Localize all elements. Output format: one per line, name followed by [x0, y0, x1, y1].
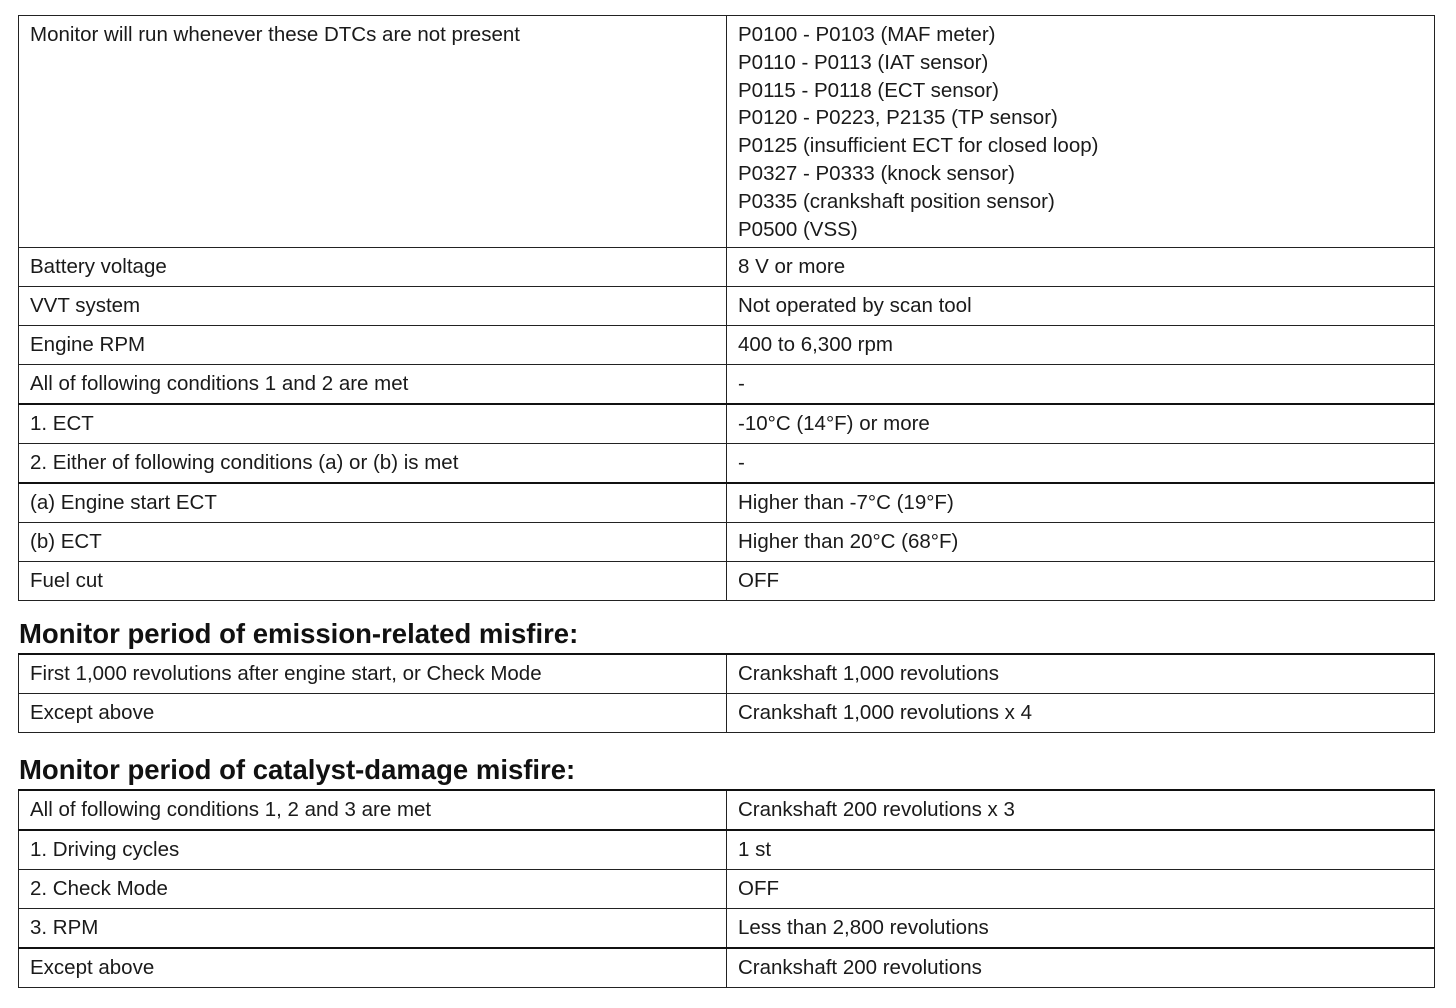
dtc-list-item: P0335 (crankshaft position sensor) — [738, 189, 1055, 213]
catalyst-block — [18, 789, 1435, 988]
condition-value: Higher than 20°C (68°F) — [727, 523, 1435, 562]
dtc-list-cell — [727, 16, 1435, 248]
emission-block — [18, 653, 1435, 733]
condition-label: (a) Engine start ECT — [19, 483, 727, 523]
table-row — [19, 790, 1435, 830]
dtc-list-item: P0500 (VSS) — [738, 217, 858, 241]
condition-label: Battery voltage — [19, 248, 727, 287]
dtc-list-item: P0115 - P0118 (ECT sensor) — [738, 78, 999, 102]
table-row — [19, 444, 1435, 484]
table-row — [19, 483, 1435, 523]
conditions-block — [18, 15, 1435, 601]
condition-label: 3. RPM — [19, 909, 727, 949]
condition-label: VVT system — [19, 287, 727, 326]
condition-value: - — [727, 444, 1435, 484]
table-row — [19, 694, 1435, 733]
dtc-list-item: P0120 - P0223, P2135 (TP sensor) — [738, 106, 1058, 130]
condition-label: 2. Check Mode — [19, 870, 727, 909]
condition-value: - — [727, 365, 1435, 405]
condition-value: -10°C (14°F) or more — [727, 404, 1435, 444]
table-row — [19, 909, 1435, 949]
catalyst-table — [18, 789, 1435, 988]
condition-label: Monitor will run whenever these DTCs are not present — [19, 16, 727, 248]
table-row — [19, 948, 1435, 988]
table-row — [19, 654, 1435, 694]
table-row — [19, 870, 1435, 909]
condition-value: Less than 2,800 revolutions — [727, 909, 1435, 949]
table-row — [19, 365, 1435, 405]
table-row — [19, 326, 1435, 365]
condition-value: OFF — [727, 870, 1435, 909]
table-row — [19, 248, 1435, 287]
dtc-list-item: P0125 (insufficient ECT for closed loop) — [738, 134, 1099, 158]
condition-label: (b) ECT — [19, 523, 727, 562]
dtc-list-item: P0100 - P0103 (MAF meter) — [738, 23, 996, 46]
condition-value: Crankshaft 1,000 revolutions — [727, 654, 1435, 694]
table-row — [19, 562, 1435, 601]
conditions-table — [18, 15, 1435, 601]
emission-section-heading: Monitor period of emission-related misfire: — [19, 618, 579, 649]
condition-label: 1. ECT — [19, 404, 727, 444]
condition-value: 400 to 6,300 rpm — [727, 326, 1435, 365]
condition-label: 1. Driving cycles — [19, 830, 727, 870]
condition-label: Except above — [19, 948, 727, 988]
emission-table — [18, 653, 1435, 733]
condition-value: OFF — [727, 562, 1435, 601]
dtc-list-item: P0110 - P0113 (IAT sensor) — [738, 50, 989, 74]
catalyst-section-heading: Monitor period of catalyst-damage misfire: — [19, 754, 576, 785]
condition-value: Not operated by scan tool — [727, 287, 1435, 326]
condition-value: Crankshaft 200 revolutions x 3 — [727, 790, 1435, 830]
condition-value: 1 st — [727, 830, 1435, 870]
table-row — [19, 404, 1435, 444]
condition-value: 8 V or more — [727, 248, 1435, 287]
dtc-list-item: P0327 - P0333 (knock sensor) — [738, 161, 1015, 185]
table-row — [19, 830, 1435, 870]
table-row — [19, 287, 1435, 326]
condition-label: First 1,000 revolutions after engine start, or Check Mode — [19, 654, 727, 694]
condition-value: Higher than -7°C (19°F) — [727, 483, 1435, 523]
condition-label: 2. Either of following conditions (a) or (b) is met — [19, 444, 727, 484]
condition-label: Except above — [19, 694, 727, 733]
condition-value: Crankshaft 1,000 revolutions x 4 — [727, 694, 1435, 733]
condition-label: All of following conditions 1, 2 and 3 are met — [19, 790, 727, 830]
condition-value: Crankshaft 200 revolutions — [727, 948, 1435, 988]
table-row — [19, 523, 1435, 562]
condition-label: All of following conditions 1 and 2 are met — [19, 365, 727, 405]
condition-label: Engine RPM — [19, 326, 727, 365]
table-row — [19, 16, 1435, 248]
condition-label: Fuel cut — [19, 562, 727, 601]
